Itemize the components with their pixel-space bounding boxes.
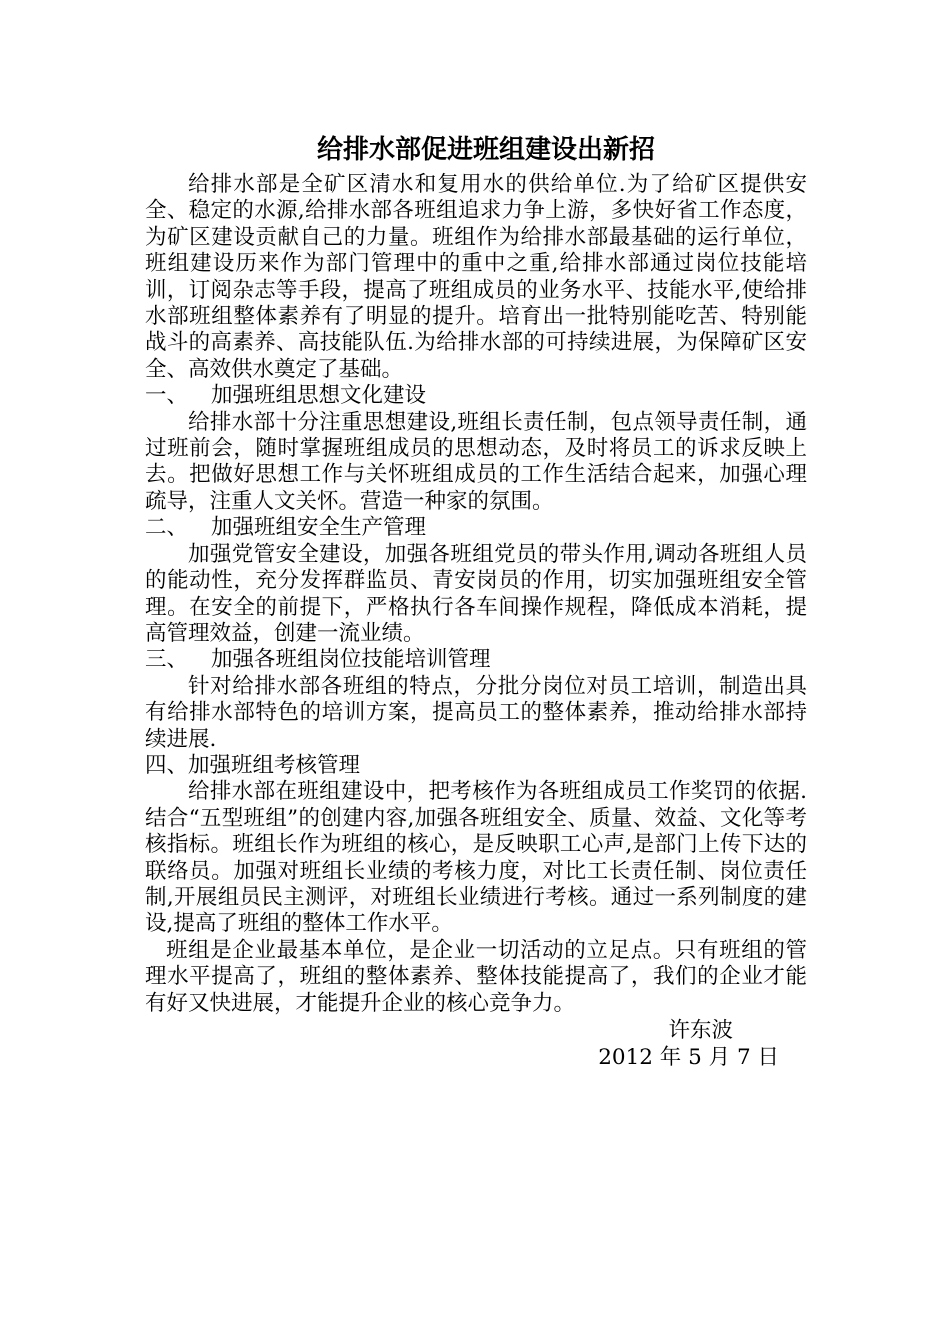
section-body-4: 给排水部在班组建设中，把考核作为各班组成员工作奖罚的依据.结合“五型班组”的创建内容,加强各班组安全、质量、效益、文化等考核指标。班组长作为班组的核心，是反映职工心声,是部门上传下达的联络员。加强对班组长业绩的考核力度，对比工长责任制、岗位责任制,开展组员民主测评，对班组长业绩进行考核。通过一系列制度的建设,提高了班组的整体工作水平。 <box>145 779 807 937</box>
section-title: 加强班组考核管理 <box>188 752 361 778</box>
author-signature: 许东波 <box>668 1018 733 1043</box>
section-number: 三、 <box>145 647 189 673</box>
section-title: 加强班组安全生产管理 <box>211 515 427 541</box>
section-number: 四、 <box>145 752 189 778</box>
document-page <box>145 128 807 1071</box>
section-heading-4 <box>145 753 807 779</box>
conclusion-paragraph: 班组是企业最基本单位，是企业一切活动的立足点。只有班组的管理水平提高了，班组的整体素养、整体技能提高了，我们的企业才能有好又快进展，才能提升企业的核心竞争力。 <box>145 937 807 1016</box>
section-heading-2 <box>145 515 807 541</box>
section-number: 一、 <box>145 383 189 409</box>
section-body-2: 加强党管安全建设，加强各班组党员的带头作用,调动各班组人员的能动性，充分发挥群监员、青安岗员的作用，切实加强班组安全管理。在安全的前提下，严格执行各车间操作规程，降低成本消耗，提高管理效益，创建一流业绩。 <box>145 541 807 646</box>
section-title: 加强各班组岗位技能培训管理 <box>211 647 491 673</box>
section-body-1: 给排水部十分注重思想建设,班组长责任制，包点领导责任制，通过班前会，随时掌握班组成员的思想动态，及时将员工的诉求反映上去。把做好思想工作与关怀班组成员的工作生活结合起来，加强心理疏导，注重人文关怀。营造一种家的氛围。 <box>145 409 807 514</box>
intro-paragraph: 给排水部是全矿区清水和复用水的供给单位.为了给矿区提供安全、稳定的水源,给排水部各班组追求力争上游，多快好省工作态度，为矿区建设贡献自己的力量。班组作为给排水部最基础的运行单位，班组建设历来作为部门管理中的重中之重,给排水部通过岗位技能培训，订阅杂志等手段，提高了班组成员的业务水平、技能水平,使给排水部班组整体素养有了明显的提升。培育出一批特别能吃苦、特别能战斗的高素养、高技能队伍.为给排水部的可持续进展，为保障矿区安全、高效供水奠定了基础。 <box>145 172 807 382</box>
section-title: 加强班组思想文化建设 <box>211 383 427 409</box>
section-number: 二、 <box>145 515 189 541</box>
section-heading-1 <box>145 383 807 409</box>
section-body-3: 针对给排水部各班组的特点，分批分岗位对员工培训，制造出具有给排水部特色的培训方案，提高员工的整体素养，推动给排水部持续进展. <box>145 673 807 752</box>
section-heading-3 <box>145 647 807 673</box>
document-title: 给排水部促进班组建设出新招 <box>316 135 655 165</box>
document-date: 2012 年 5 月 7 日 <box>598 1045 779 1070</box>
